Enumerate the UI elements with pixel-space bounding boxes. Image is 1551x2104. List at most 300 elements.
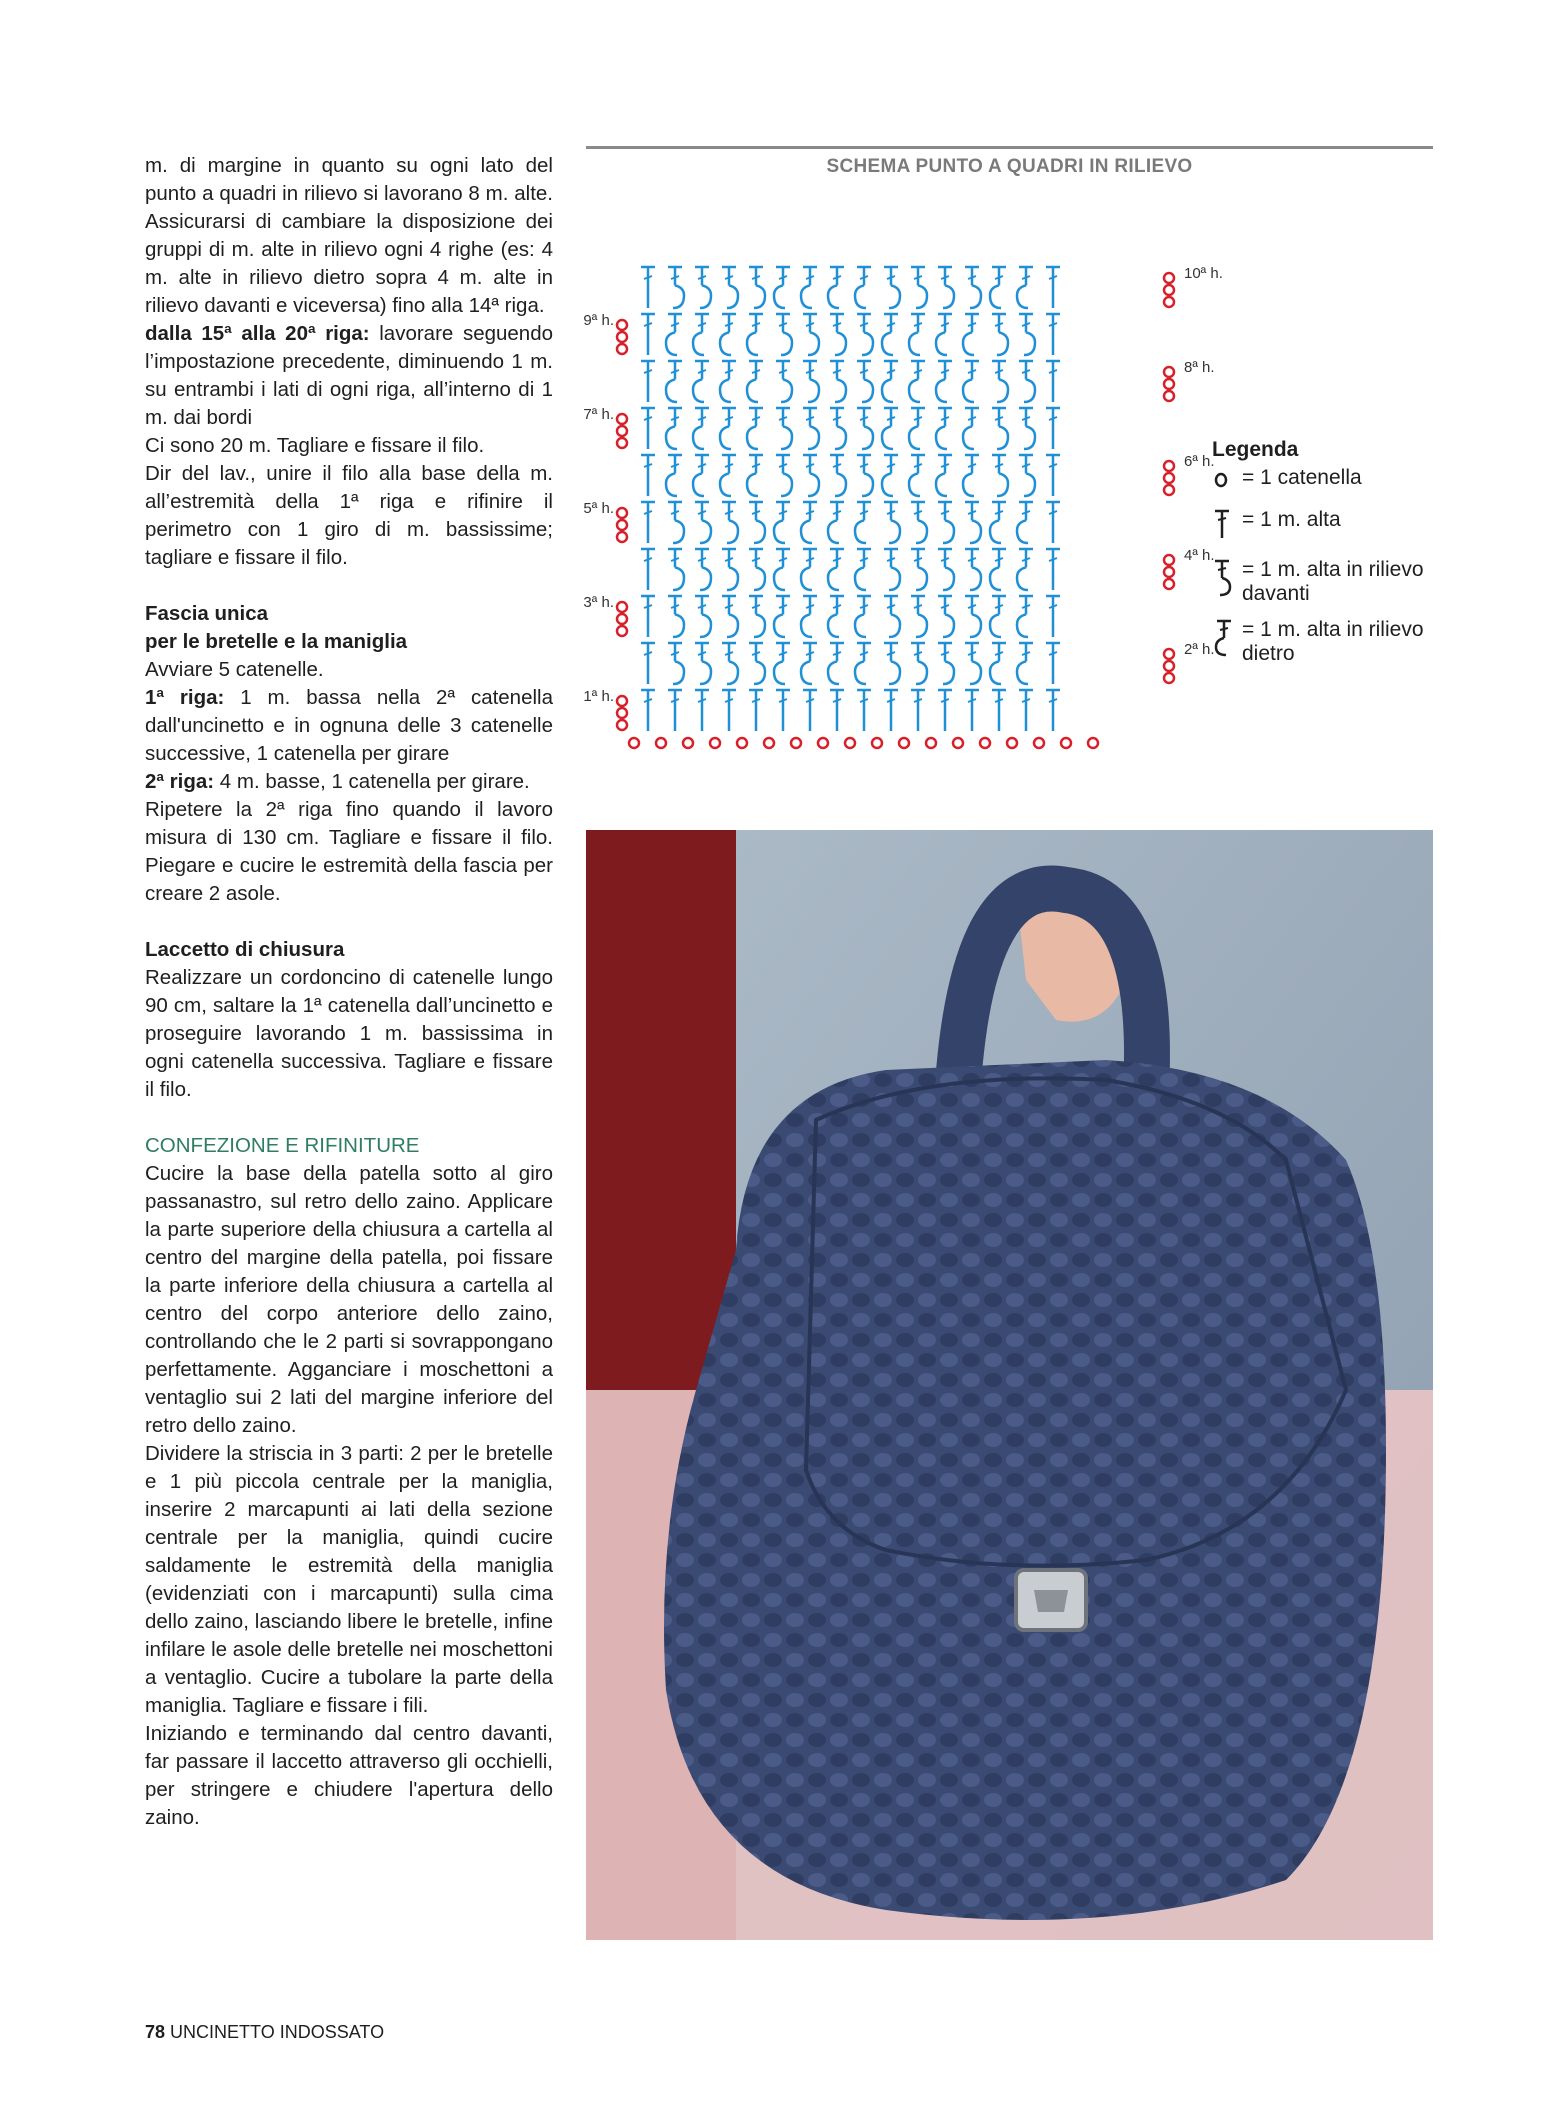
stitch-back-post-hook bbox=[693, 379, 704, 402]
legend-title: Legenda bbox=[1212, 438, 1299, 461]
chart-stitch bbox=[828, 596, 844, 637]
chart-stitch bbox=[828, 502, 844, 543]
chart-stitch bbox=[1046, 643, 1060, 684]
chart-title: SCHEMA PUNTO A QUADRI IN RILIEVO bbox=[826, 156, 1193, 177]
chart-stitch bbox=[1046, 596, 1060, 637]
stitch-back-post-hook bbox=[963, 426, 974, 449]
chart-stitch bbox=[749, 502, 765, 543]
legend-item-bpdc bbox=[1212, 618, 1442, 666]
chart-stitch bbox=[1046, 549, 1060, 590]
chart-chain-stitch bbox=[1061, 738, 1071, 748]
chart-stitch bbox=[774, 549, 790, 590]
stitch-front-post-hook bbox=[862, 332, 873, 355]
chart-stitch bbox=[801, 643, 817, 684]
chart-stitch bbox=[884, 690, 898, 731]
chart-stitch bbox=[830, 408, 846, 449]
chart-stitch bbox=[963, 314, 979, 355]
stitch-back-post-hook bbox=[909, 379, 920, 402]
page-number: 78 bbox=[145, 2022, 166, 2042]
stitch-front-post-hook bbox=[916, 567, 927, 590]
chart-row-label: 4ª h. bbox=[1184, 547, 1215, 564]
chart-stitch bbox=[857, 361, 873, 402]
chart-stitch bbox=[720, 361, 736, 402]
stitch-back-post-hook bbox=[963, 473, 974, 496]
chart-stitch bbox=[801, 267, 817, 308]
chart-stitch bbox=[668, 502, 684, 543]
chart-stitch bbox=[749, 596, 765, 637]
legend-label: = 1 catenella bbox=[1242, 466, 1362, 489]
chart-stitch bbox=[884, 643, 900, 684]
chart-row-label: 3ª h. bbox=[583, 594, 614, 611]
chart-stitch bbox=[720, 455, 736, 496]
legend-item-fpdc bbox=[1212, 558, 1442, 606]
paragraph-margin: m. di margine in quanto su ogni lato del punto a quadri in rilievo si lavorano 8 m. alte. Assicurarsi di cambiare la disposizione dei gruppi di m. alte in rilievo ogni 4 righe (es: 4 m. alte in rilievo dietro sopra 4 m. alte in rilievo davanti e viceversa) fino alla 14ª riga. bbox=[145, 154, 553, 317]
chart-stitch bbox=[641, 502, 655, 543]
chart-stitch bbox=[828, 549, 844, 590]
stitch-front-post-hook bbox=[862, 473, 873, 496]
chart-row-label: 10ª h. bbox=[1184, 265, 1223, 282]
chart-stitch bbox=[803, 455, 819, 496]
stitch-back-post-hook bbox=[1017, 614, 1028, 637]
chart-stitch bbox=[666, 314, 682, 355]
chart-stitch bbox=[641, 549, 655, 590]
chart-stitch bbox=[641, 455, 655, 496]
page-footer bbox=[145, 2022, 384, 2043]
stitch-front-post-hook bbox=[1024, 426, 1035, 449]
chart-stitch bbox=[803, 361, 819, 402]
chart-turning-chain bbox=[617, 532, 627, 542]
stitch-back-post-hook bbox=[828, 567, 839, 590]
chart-chain-stitch bbox=[1034, 738, 1044, 748]
chart-stitch bbox=[801, 549, 817, 590]
stitch-front-post-hook bbox=[727, 614, 738, 637]
stitch-back-post-hook bbox=[1017, 520, 1028, 543]
chart-stitch bbox=[965, 549, 981, 590]
chart-stitch bbox=[855, 549, 871, 590]
chart-stitch bbox=[693, 361, 709, 402]
heading-fascia-line2: per le bretelle e la maniglia bbox=[145, 630, 408, 653]
stitch-back-post-hook bbox=[693, 332, 704, 355]
stitch-front-post-hook bbox=[673, 614, 684, 637]
chart-turning-chain bbox=[617, 344, 627, 354]
stitch-front-post-hook bbox=[700, 661, 711, 684]
stitch-back-post-hook bbox=[828, 614, 839, 637]
stitch-front-post-hook bbox=[754, 661, 765, 684]
chart-row-label: 2ª h. bbox=[1184, 641, 1215, 658]
chart-stitch bbox=[990, 549, 1006, 590]
chart-stitch bbox=[776, 314, 792, 355]
chart-stitch bbox=[992, 455, 1008, 496]
stitch-front-post-hook bbox=[754, 285, 765, 308]
chart-stitch bbox=[963, 361, 979, 402]
chart-turning-chain bbox=[617, 696, 627, 706]
chart-stitch bbox=[668, 267, 684, 308]
chart-divider bbox=[586, 146, 1433, 149]
chart-chain-stitch bbox=[818, 738, 828, 748]
chart-stitch bbox=[911, 690, 925, 731]
chart-stitch bbox=[801, 502, 817, 543]
stitch-front-post-hook bbox=[970, 567, 981, 590]
stitch-back-post-hook bbox=[774, 567, 785, 590]
chart-stitch bbox=[936, 408, 952, 449]
chart-stitch bbox=[965, 596, 981, 637]
chart-stitch bbox=[992, 314, 1008, 355]
chart-turning-chain bbox=[1164, 579, 1174, 589]
legend-label: = 1 m. alta bbox=[1242, 508, 1341, 531]
stitch-front-post-hook bbox=[727, 285, 738, 308]
chart-stitch bbox=[774, 267, 790, 308]
stitch-back-post-hook bbox=[882, 473, 893, 496]
stitch-front-post-hook bbox=[754, 520, 765, 543]
stitch-back-post-hook bbox=[936, 379, 947, 402]
row-text: lavorare seguendo l’impostazione precedente, diminuendo 1 m. su entrambi i lati di ogni riga, all’interno di 1 m. dai bordi bbox=[145, 322, 553, 429]
chart-stitch bbox=[720, 314, 736, 355]
stitch-front-post-hook bbox=[997, 332, 1008, 355]
stitch-front-post-hook bbox=[862, 379, 873, 402]
chart-stitch bbox=[1017, 502, 1033, 543]
chart-stitch bbox=[1019, 408, 1035, 449]
chart-stitch bbox=[747, 408, 763, 449]
row-label: dalla 15ª alla 20ª riga: bbox=[145, 322, 370, 345]
stitch-back-post-hook bbox=[855, 285, 866, 308]
legend-label: = 1 m. alta in rilievo dietro bbox=[1242, 618, 1424, 665]
chart-turning-chain bbox=[617, 426, 627, 436]
chart-stitch bbox=[830, 314, 846, 355]
chart-stitch bbox=[965, 502, 981, 543]
chart-stitch bbox=[965, 643, 981, 684]
stitch-back-post-hook bbox=[1017, 285, 1028, 308]
chart-stitch bbox=[855, 267, 871, 308]
chart-turning-chain bbox=[1164, 285, 1174, 295]
stitch-front-post-hook bbox=[943, 285, 954, 308]
chart-stitch bbox=[641, 690, 655, 731]
chart-stitch bbox=[776, 408, 792, 449]
stitch-front-post-hook bbox=[808, 473, 819, 496]
stitch-back-post-hook bbox=[774, 661, 785, 684]
chart-stitch bbox=[695, 502, 711, 543]
chart-stitch bbox=[855, 596, 871, 637]
chart-stitch bbox=[938, 502, 954, 543]
chart-stitch bbox=[803, 314, 819, 355]
chart-chain-stitch bbox=[926, 738, 936, 748]
chart-stitch bbox=[1046, 502, 1060, 543]
chart-row-label: 7ª h. bbox=[583, 406, 614, 423]
stitch-back-post-hook bbox=[909, 473, 920, 496]
chart-chain-stitch bbox=[710, 738, 720, 748]
stitch-back-post-hook bbox=[801, 661, 812, 684]
chart-stitch bbox=[749, 690, 763, 731]
paragraph-stitch-count: Ci sono 20 m. Tagliare e fissare il filo. bbox=[145, 434, 485, 457]
stitch-front-post-hook bbox=[970, 661, 981, 684]
chart-stitch bbox=[909, 314, 925, 355]
chart-legend bbox=[1212, 438, 1442, 678]
chart-turning-chain bbox=[1164, 379, 1174, 389]
chart-stitch bbox=[722, 267, 738, 308]
chart-stitch bbox=[911, 643, 927, 684]
legend-item-chain bbox=[1212, 466, 1442, 496]
stitch-front-post-hook bbox=[808, 426, 819, 449]
stitch-front-post-hook bbox=[808, 332, 819, 355]
stitch-front-post-hook bbox=[916, 661, 927, 684]
stitch-front-post-hook bbox=[754, 614, 765, 637]
chart-stitch bbox=[990, 267, 1006, 308]
chart-stitch bbox=[1046, 314, 1060, 355]
stitch-front-post-hook bbox=[889, 520, 900, 543]
paragraph-finish-perimeter: Dir del lav., unire il filo alla base della m. all’estremità della 1ª riga e rifinire il perimetro con 1 giro di m. bassissime; tagliare e fissare il filo. bbox=[145, 462, 553, 569]
chart-stitch bbox=[666, 455, 682, 496]
stitch-back-post-hook bbox=[747, 473, 758, 496]
chart-stitch bbox=[965, 267, 981, 308]
stitch-front-post-hook bbox=[997, 473, 1008, 496]
chart-stitch bbox=[695, 267, 711, 308]
chart-stitch bbox=[828, 643, 844, 684]
stitch-front-post-hook bbox=[862, 426, 873, 449]
stitch-back-post-hook bbox=[990, 614, 1001, 637]
chart-stitch bbox=[1019, 361, 1035, 402]
chart-chain-stitch bbox=[791, 738, 801, 748]
chart-turning-chain bbox=[617, 720, 627, 730]
chart-stitch bbox=[1019, 455, 1035, 496]
paragraph-confezione-3: Iniziando e terminando dal centro davanti, far passare il laccetto attraverso gli occhielli, per stringere e chiudere l'apertura dello zaino. bbox=[145, 1722, 553, 1829]
chart-stitch bbox=[965, 690, 979, 731]
paragraph-row-2 bbox=[145, 768, 553, 796]
stitch-back-post-hook bbox=[855, 520, 866, 543]
stitch-back-post-hook bbox=[801, 567, 812, 590]
chart-stitch bbox=[666, 408, 682, 449]
stitch-back-post-hook bbox=[1017, 661, 1028, 684]
chart-stitch bbox=[830, 455, 846, 496]
chart-stitch bbox=[695, 549, 711, 590]
stitch-front-post-hook bbox=[889, 661, 900, 684]
chart-stitch bbox=[990, 596, 1006, 637]
chart-row-label: 6ª h. bbox=[1184, 453, 1215, 470]
stitch-back-post-hook bbox=[882, 426, 893, 449]
chart-stitch bbox=[641, 314, 655, 355]
chart-stitch bbox=[749, 267, 765, 308]
chart-stitch bbox=[747, 361, 763, 402]
stitch-front-post-hook bbox=[754, 567, 765, 590]
chart-turning-chain bbox=[617, 626, 627, 636]
chart-turning-chain bbox=[617, 438, 627, 448]
stitch-back-post-hook bbox=[774, 520, 785, 543]
paragraph-row-1 bbox=[145, 684, 553, 768]
legend-label: = 1 m. alta in rilievo davanti bbox=[1242, 558, 1424, 605]
chart-stitch bbox=[1046, 408, 1060, 449]
chart-stitch bbox=[668, 596, 684, 637]
stitch-back-post-hook bbox=[963, 379, 974, 402]
heading-laccetto: Laccetto di chiusura bbox=[145, 938, 345, 961]
chart-stitch bbox=[774, 643, 790, 684]
chart-stitch bbox=[774, 596, 790, 637]
chart-stitch bbox=[641, 267, 655, 308]
stitch-back-post-hook bbox=[990, 520, 1001, 543]
heading-confezione: CONFEZIONE E RIFINITURE bbox=[145, 1134, 420, 1157]
chart-turning-chain bbox=[1164, 649, 1174, 659]
chart-stitch bbox=[641, 408, 655, 449]
chart-stitch bbox=[909, 408, 925, 449]
chart-stitch bbox=[1046, 455, 1060, 496]
stitch-back-post-hook bbox=[1017, 567, 1028, 590]
stitch-back-post-hook bbox=[882, 332, 893, 355]
stitch-back-post-hook bbox=[855, 614, 866, 637]
chart-stitch bbox=[882, 408, 898, 449]
chart-stitch bbox=[938, 690, 952, 731]
stitch-front-post-hook bbox=[700, 285, 711, 308]
stitch-front-post-hook bbox=[916, 520, 927, 543]
chart-stitch bbox=[911, 267, 927, 308]
stitch-front-post-hook bbox=[727, 520, 738, 543]
chart-stitch bbox=[882, 314, 898, 355]
stitch-front-post-hook bbox=[889, 567, 900, 590]
chain-symbol-icon bbox=[1212, 466, 1242, 496]
chart-stitch bbox=[774, 502, 790, 543]
chart-stitch bbox=[1019, 314, 1035, 355]
chart-stitch bbox=[992, 690, 1006, 731]
chart-stitch bbox=[695, 690, 709, 731]
stitch-front-post-hook bbox=[673, 285, 684, 308]
chart-stitch bbox=[722, 596, 738, 637]
stitch-back-post-hook bbox=[936, 426, 947, 449]
chart-stitch bbox=[747, 455, 763, 496]
chart-stitch bbox=[749, 643, 765, 684]
chart-chain-stitch bbox=[899, 738, 909, 748]
chart-stitch bbox=[990, 502, 1006, 543]
stitch-front-post-hook bbox=[727, 661, 738, 684]
stitch-front-post-hook bbox=[835, 426, 846, 449]
chart-stitch bbox=[801, 596, 817, 637]
stitch-chart bbox=[583, 228, 1223, 768]
chart-stitch bbox=[830, 690, 844, 731]
stitch-front-post-hook bbox=[997, 379, 1008, 402]
stitch-front-post-hook bbox=[700, 614, 711, 637]
chart-turning-chain bbox=[617, 320, 627, 330]
stitch-front-post-hook bbox=[1024, 379, 1035, 402]
chart-stitch bbox=[1019, 690, 1033, 731]
chart-stitch bbox=[695, 596, 711, 637]
chart-stitch bbox=[936, 361, 952, 402]
stitch-front-post-hook bbox=[943, 661, 954, 684]
chart-stitch bbox=[963, 455, 979, 496]
chart-turning-chain bbox=[1164, 297, 1174, 307]
stitch-front-post-hook bbox=[727, 567, 738, 590]
stitch-front-post-hook bbox=[916, 614, 927, 637]
stitch-front-post-hook bbox=[916, 285, 927, 308]
stitch-front-post-hook bbox=[781, 379, 792, 402]
chart-stitch bbox=[992, 408, 1008, 449]
chart-stitch bbox=[1017, 596, 1033, 637]
chart-chain-stitch bbox=[953, 738, 963, 748]
chart-stitch bbox=[857, 314, 873, 355]
paragraph-laccetto: Realizzare un cordoncino di catenelle lungo 90 cm, saltare la 1ª catenella dall’uncinetto e proseguire lavorando 1 m. bassissima in ogni catenella successiva. Tagliare e fissare il filo. bbox=[145, 966, 553, 1101]
stitch-front-post-hook bbox=[970, 614, 981, 637]
chart-turning-chain bbox=[1164, 273, 1174, 283]
chart-stitch bbox=[911, 549, 927, 590]
stitch-front-post-hook bbox=[943, 614, 954, 637]
chart-stitch bbox=[911, 596, 927, 637]
stitch-back-post-hook bbox=[693, 426, 704, 449]
chart-stitch bbox=[776, 361, 792, 402]
chart-stitch bbox=[938, 643, 954, 684]
chart-stitch bbox=[884, 502, 900, 543]
chart-stitch bbox=[803, 690, 817, 731]
stitch-back-post-hook bbox=[774, 285, 785, 308]
row-label: 1ª riga: bbox=[145, 686, 225, 709]
chart-stitch bbox=[720, 408, 736, 449]
chart-chain-stitch bbox=[1007, 738, 1017, 748]
stitch-back-post-hook bbox=[666, 379, 677, 402]
stitch-back-post-hook bbox=[747, 426, 758, 449]
stitch-front-post-hook bbox=[781, 473, 792, 496]
heading-fascia-line1: Fascia unica bbox=[145, 602, 269, 625]
stitch-front-post-hook bbox=[700, 567, 711, 590]
chart-stitch bbox=[909, 455, 925, 496]
paragraph-rows-15-20 bbox=[145, 320, 553, 432]
chart-turning-chain bbox=[1164, 673, 1174, 683]
chart-stitch bbox=[884, 549, 900, 590]
chart-stitch bbox=[1017, 549, 1033, 590]
double-crochet-symbol-icon bbox=[1212, 508, 1242, 546]
chart-chain-stitch bbox=[872, 738, 882, 748]
stitch-back-post-hook bbox=[882, 379, 893, 402]
chart-turning-chain bbox=[1164, 567, 1174, 577]
chart-stitch bbox=[722, 549, 738, 590]
chart-stitch bbox=[693, 408, 709, 449]
chart-chain-stitch bbox=[980, 738, 990, 748]
paragraph-confezione-1: Cucire la base della patella sotto al giro passanastro, sul retro dello zaino. Applicare la parte superiore della chiusura a cartella al centro del margine della patella, poi fissare la parte inferiore della chiusura a cartella al centro del corpo anteriore dello zaino, controllando che le 2 parti si sovrappongano perfettamente. Agganciare i moschettoni a ventaglio sui 2 lati del margine inferiore del retro dello zaino. bbox=[145, 1162, 553, 1437]
chart-stitch bbox=[1046, 690, 1060, 731]
chart-row-label: 5ª h. bbox=[583, 500, 614, 517]
stitch-back-post-hook bbox=[936, 473, 947, 496]
chart-stitch bbox=[668, 690, 682, 731]
stitch-back-post-hook bbox=[990, 567, 1001, 590]
stitch-back-post-hook bbox=[855, 661, 866, 684]
chart-turning-chain bbox=[1164, 391, 1174, 401]
chart-stitch bbox=[938, 267, 954, 308]
chart-turning-chain bbox=[1164, 367, 1174, 377]
stitch-front-post-hook bbox=[889, 285, 900, 308]
chart-stitch bbox=[695, 643, 711, 684]
row-label: 2ª riga: bbox=[145, 770, 215, 793]
chart-stitch bbox=[668, 643, 684, 684]
stitch-front-post-hook bbox=[1024, 332, 1035, 355]
stitch-front-post-hook bbox=[673, 520, 684, 543]
product-photo bbox=[586, 830, 1433, 1940]
stitch-back-post-hook bbox=[828, 520, 839, 543]
stitch-back-post-hook bbox=[828, 661, 839, 684]
stitch-back-post-hook bbox=[666, 332, 677, 355]
chart-turning-chain bbox=[617, 414, 627, 424]
stitch-front-post-hook bbox=[673, 567, 684, 590]
chart-stitch bbox=[992, 361, 1008, 402]
chart-turning-chain bbox=[617, 602, 627, 612]
chart-stitch bbox=[909, 361, 925, 402]
stitch-front-post-hook bbox=[889, 614, 900, 637]
stitch-front-post-hook bbox=[943, 567, 954, 590]
chart-stitch bbox=[828, 267, 844, 308]
stitch-front-post-hook bbox=[835, 473, 846, 496]
stitch-back-post-hook bbox=[720, 332, 731, 355]
backpack-photo-illustration bbox=[586, 830, 1433, 1940]
chart-stitch bbox=[776, 455, 792, 496]
chart-turning-chain bbox=[617, 508, 627, 518]
stitch-front-post-hook bbox=[835, 379, 846, 402]
chart-turning-chain bbox=[1164, 661, 1174, 671]
chart-chain-stitch bbox=[629, 738, 639, 748]
legend-item-dc bbox=[1212, 508, 1442, 546]
chart-row-label: 9ª h. bbox=[583, 312, 614, 329]
chart-stitch bbox=[776, 690, 790, 731]
stitch-front-post-hook bbox=[970, 285, 981, 308]
